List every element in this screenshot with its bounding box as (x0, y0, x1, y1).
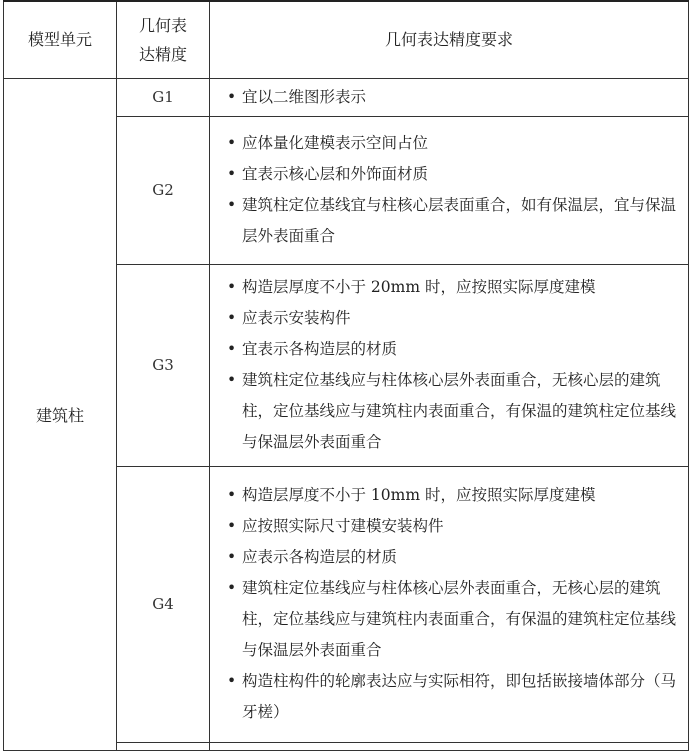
req-g2 (210, 116, 689, 264)
req-g4 (210, 466, 689, 742)
level-g3: G3 (117, 264, 210, 466)
list-item: • 建筑柱定位基线应与柱体核心层外表面重合，无核心层的建筑柱，定位基线应与建筑柱内表面重合，有保温的建筑柱定位基线与保温层外表面重合 (226, 573, 680, 666)
table-row (4, 78, 689, 116)
header-precision: 几何表达精度 (117, 1, 210, 78)
header-row (4, 1, 689, 78)
precision-table (3, 0, 689, 751)
list-item: • 宜表示各构造层的材质 (226, 334, 680, 365)
level-g2: G2 (117, 116, 210, 264)
list-item: • 应表示安装构件 (226, 303, 680, 334)
level-g4: G4 (117, 466, 210, 742)
list-item: • 应表示各构造层的材质 (226, 542, 680, 573)
req-g3 (210, 264, 689, 466)
list-item: • 宜以二维图形表示 (226, 82, 680, 113)
unit-name: 建筑柱 (4, 78, 117, 750)
list-item: • 宜表示核心层和外饰面材质 (226, 159, 680, 190)
header-requirement: 几何表达精度要求 (210, 1, 689, 78)
list-item: • 建筑柱定位基线宜与柱核心层表面重合，如有保温层，宜与保温层外表面重合 (226, 190, 680, 252)
list-item: • 应按照实际尺寸建模安装构件 (226, 511, 680, 542)
req-g1 (210, 78, 689, 116)
list-item: • 建筑柱定位基线应与柱体核心层外表面重合，无核心层的建筑柱，定位基线应与建筑柱内表面重合，有保温的建筑柱定位基线与保温层外表面重合 (226, 365, 680, 458)
list-item: • 构造柱构件的轮廓表达应与实际相符，即包括嵌接墙体部分（马牙槎） (226, 666, 680, 728)
header-unit: 模型单元 (4, 1, 117, 78)
list-item: • 构造层厚度不小于 10mm 时，应按照实际厚度建模 (226, 480, 680, 511)
list-item: • 构造层厚度不小于 20mm 时，应按照实际厚度建模 (226, 272, 680, 303)
level-g1: G1 (117, 78, 210, 116)
list-item: • 应体量化建模表示空间占位 (226, 128, 680, 159)
